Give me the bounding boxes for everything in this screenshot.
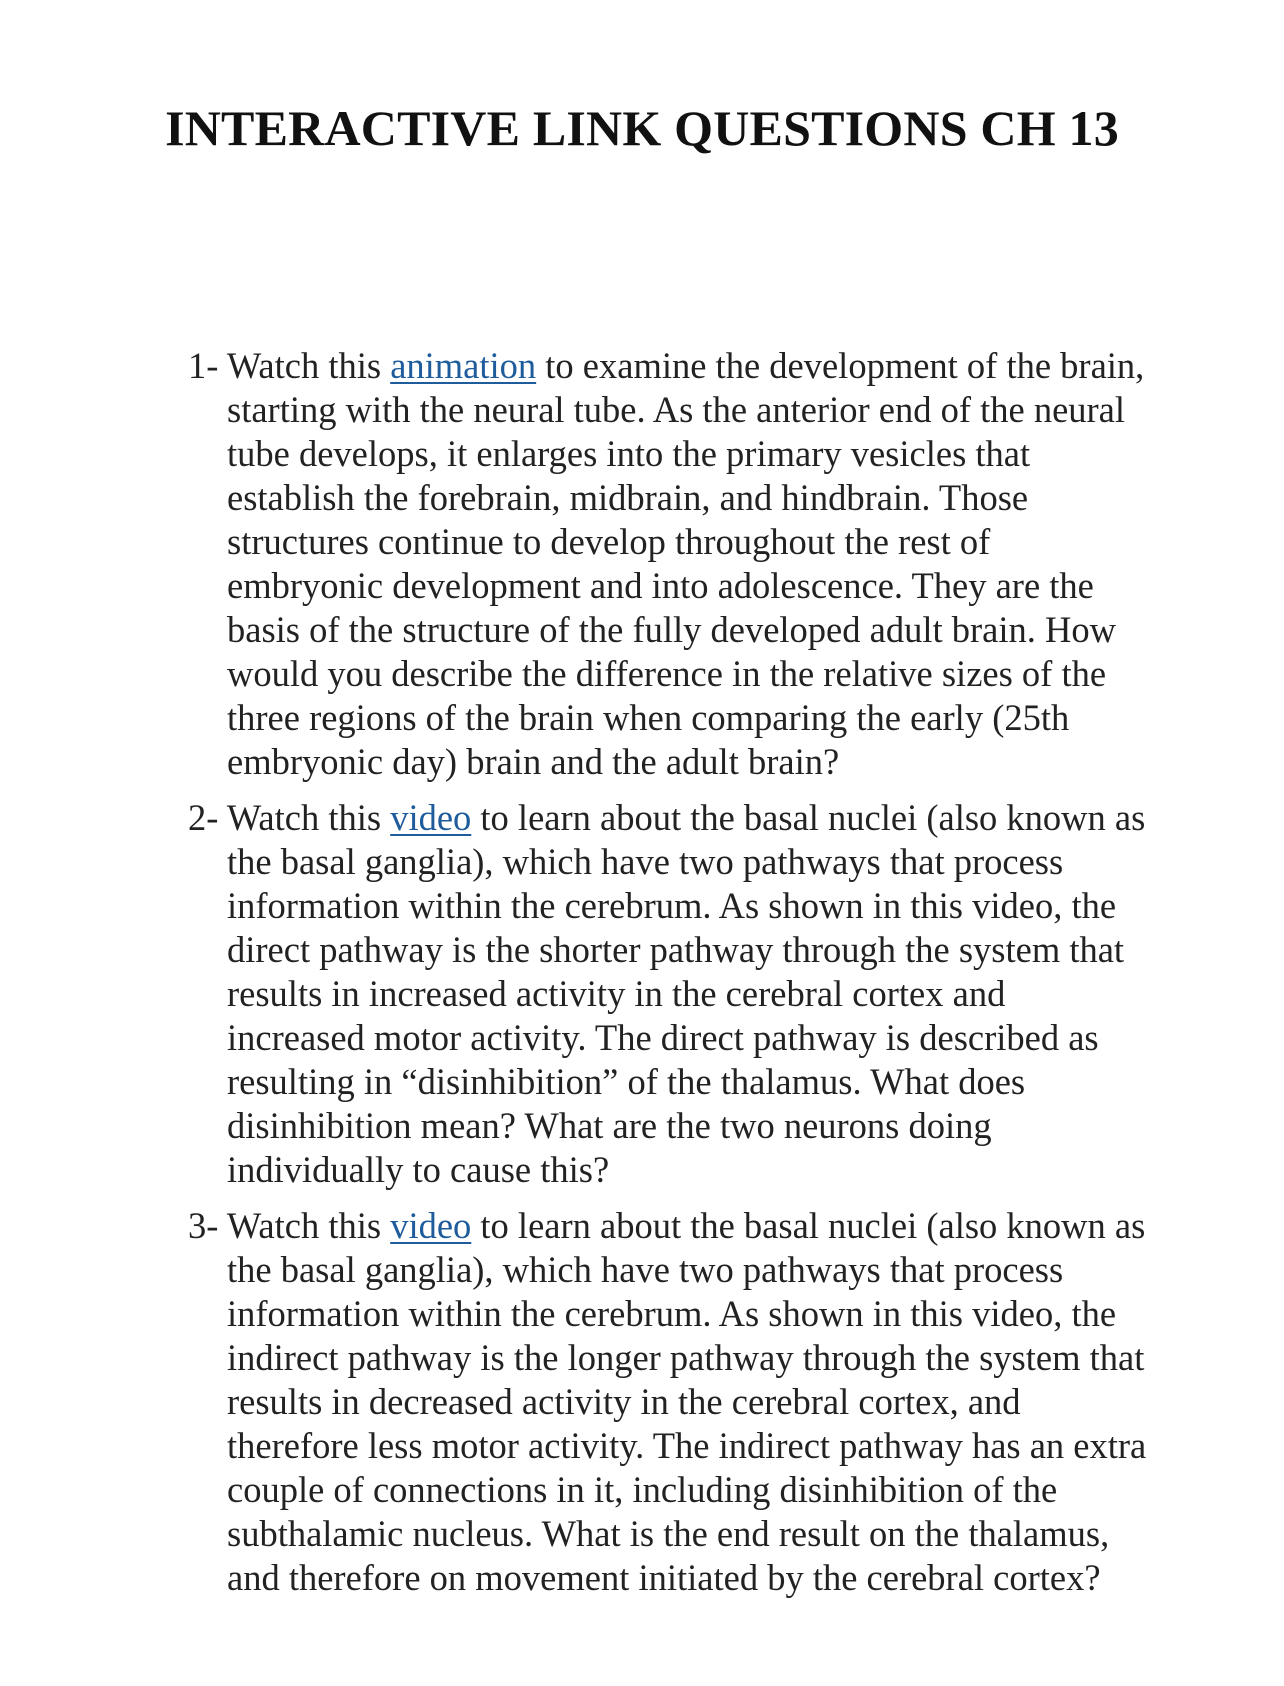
- question-number: 1-: [188, 345, 219, 386]
- question-body: to learn about the basal nuclei (also known as the basal ganglia), which have two pathways that process information within the cerebrum. As shown in this video, the direct pathway is the shorter pathway through the system that results in increased activity in the cerebral cortex and increased motor activity. The direct pathway is described as resulting in “disinhibition” of the thalamus. What does disinhibition mean? What are the two neurons doing individually to cause this?: [227, 797, 1146, 1190]
- question-prefix: Watch this: [226, 1205, 382, 1246]
- question-body: to examine the development of the brain, starting with the neural tube. As the anterior end of the neural tube develops, it enlarges into the primary vesicles that establish the forebrain, midbrain, and hindbrain. Those structures continue to develop throughout the rest of embryonic development and into adolescence. They are the basis of the structure of the fully developed adult brain. How would you describe the difference in the relative sizes of the three regions of the brain when comparing the early (25th embryonic day) brain and the adult brain?: [227, 345, 1145, 782]
- question-body: to learn about the basal nuclei (also known as the basal ganglia), which have two pathways that process information within the cerebrum. As shown in this video, the indirect pathway is the longer pathway through the system that results in decreased activity in the cerebral cortex, and therefore less motor activity. The indirect pathway has an extra couple of connections in it, including disinhibition of the subthalamic nucleus. What is the end result on the thalamus, and therefore on movement initiated by the cerebral cortex?: [227, 1205, 1147, 1598]
- video-link[interactable]: video: [390, 1205, 472, 1246]
- animation-link[interactable]: animation: [390, 345, 537, 386]
- video-link[interactable]: video: [390, 797, 472, 838]
- question-list: [188, 344, 1148, 1612]
- question-prefix: Watch this: [226, 797, 382, 838]
- question-number: 3-: [188, 1205, 219, 1246]
- question-item: [188, 796, 1148, 1192]
- question-prefix: Watch this: [226, 345, 382, 386]
- page-title: INTERACTIVE LINK QUESTIONS CH 13: [165, 100, 1119, 156]
- question-number: 2-: [188, 797, 219, 838]
- question-item: [188, 1204, 1148, 1600]
- question-item: [188, 344, 1148, 784]
